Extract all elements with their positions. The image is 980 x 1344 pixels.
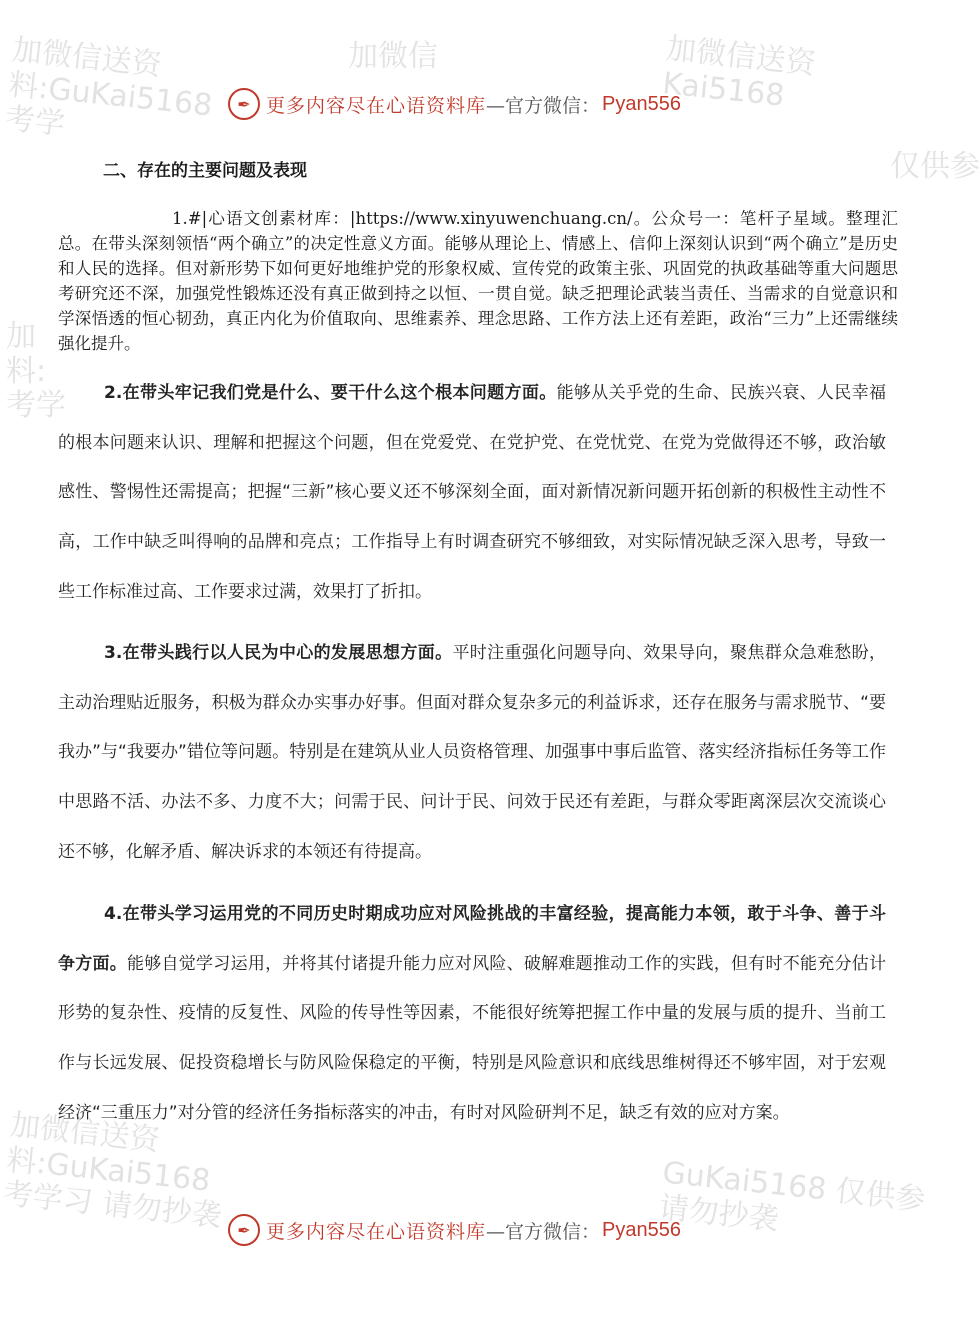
banner-wechat-id: Pyan556 bbox=[602, 1218, 681, 1241]
paragraph-3 bbox=[58, 629, 886, 878]
paragraph-3-lead: 3.在带头践行以人民为中心的发展思想方面。 bbox=[104, 643, 453, 663]
header-banner bbox=[228, 84, 681, 124]
banner-separator: —官方微信： bbox=[486, 1220, 601, 1243]
watermark-left-edge: 加 料: 考学 bbox=[6, 319, 66, 423]
paragraph-1-body: 1.#|心语文创素材库：|https://www.xinyuwenchuang.cn/。公众号一：笔杆子星域。整理汇总。在带头深刻领悟“两个确立”的决定性意义方面。能够从理论上、情感上、信仰上深刻认识到“两个确立”是历史和人民的选择。但对新形势下如何更好地维护党的形象权威、宣传党的政策主张、巩固党的执政基础等重大问题思考研究还不深，加强党性锻炼还没有真正做到持之以恒、一贯自觉。缺乏把理论武装当责任、当需求的自觉意识和学深悟透的恒心韧劲，真正内化为价值取向、思维素养、理念思路、工作方法上还有差距，政治“三力”上还需继续强化提升。 bbox=[58, 209, 898, 353]
paragraph-4 bbox=[58, 890, 886, 1139]
paragraph-2-lead: 2.在带头牢记我们党是什么、要干什么这个根本问题方面。 bbox=[104, 383, 557, 403]
footer-banner bbox=[228, 1210, 681, 1250]
section-title: 二、存在的主要问题及表现 bbox=[103, 161, 307, 181]
watermark-top-right: 加微信送资 Kai5168 bbox=[660, 31, 818, 114]
pen-logo-icon: ✒ bbox=[228, 88, 260, 120]
paragraph-1 bbox=[58, 206, 898, 356]
banner-text: 更多内容尽在心语资料库 bbox=[266, 94, 487, 117]
paragraph-4-lead: 4.在带头学习运用党的不同历史时期成功应对风险挑战的丰富经验，提高能力本领，敢于斗争、善于斗争方面。 bbox=[58, 904, 886, 974]
paragraph-4-body: 能够自觉学习运用，并将其付诸提升能力应对风险、破解难题推动工作的实践，但有时不能充分估计形势的复杂性、疫情的反复性、风险的传导性等因素，不能很好统筹把握工作中量的发展与质的提升、当前工作与长远发展、促投资稳增长与防风险保稳定的平衡，特别是风险意识和底线思维树得还不够牢固，对于宏观经济“三重压力”对分管的经济任务指标落实的冲击，有时对风险研判不足，缺乏有效的应对方案。 bbox=[58, 953, 887, 1123]
watermark-bottom: 加微信送资 料:GuKai5168 考学习 请勿抄袭 bbox=[1, 1107, 224, 1235]
watermark-bottom-right: GuKai5168 仅供参 请勿抄袭 bbox=[657, 1155, 928, 1238]
paragraph-3-body: 平时注重强化问题导向、效果导向，聚焦群众急难愁盼，主动治理贴近服务，积极为群众办实事办好事。但面对群众复杂多元的利益诉求，还存在服务与需求脱节、“要我办”与“我要办”错位等问题。特别是在建筑从业人员资格管理、加强事中事后监管、落实经济指标任务等工作中思路不活、办法不多、力度不大；问需于民、问计于民、问效于民还有差距，与群众零距离深层次交流谈心还不够，化解矛盾、解决诉求的本领还有待提高。 bbox=[58, 643, 887, 862]
paragraph-2-body: 能够从关乎党的生命、民族兴衰、人民幸福的根本问题来认识、理解和把握这个问题，但在党爱党、在党护党、在党忧党、在党为党做得还不够，政治敏感性、警惕性还需提高；把握“三新”核心要义还不够深刻全面，面对新情况新问题开拓创新的积极性主动性不高，工作中缺乏叫得响的品牌和亮点；工作指导上有时调查研究不够细致，对实际情况缺乏深入思考，导致一些工作标准过高、工作要求过满，效果打了折扣。 bbox=[58, 383, 887, 602]
paragraph-2 bbox=[58, 369, 886, 618]
banner-wechat-id: Pyan556 bbox=[602, 92, 681, 115]
watermark-top-center: 加微信 bbox=[348, 39, 438, 74]
pen-logo-icon: ✒ bbox=[228, 1214, 260, 1246]
banner-separator: —官方微信： bbox=[486, 94, 601, 117]
banner-text: 更多内容尽在心语资料库 bbox=[266, 1220, 487, 1243]
watermark-top-left: 加微信送资 料:GuKai5168 考学 bbox=[3, 32, 214, 143]
watermark-right-edge: 仅供参 bbox=[890, 149, 980, 184]
